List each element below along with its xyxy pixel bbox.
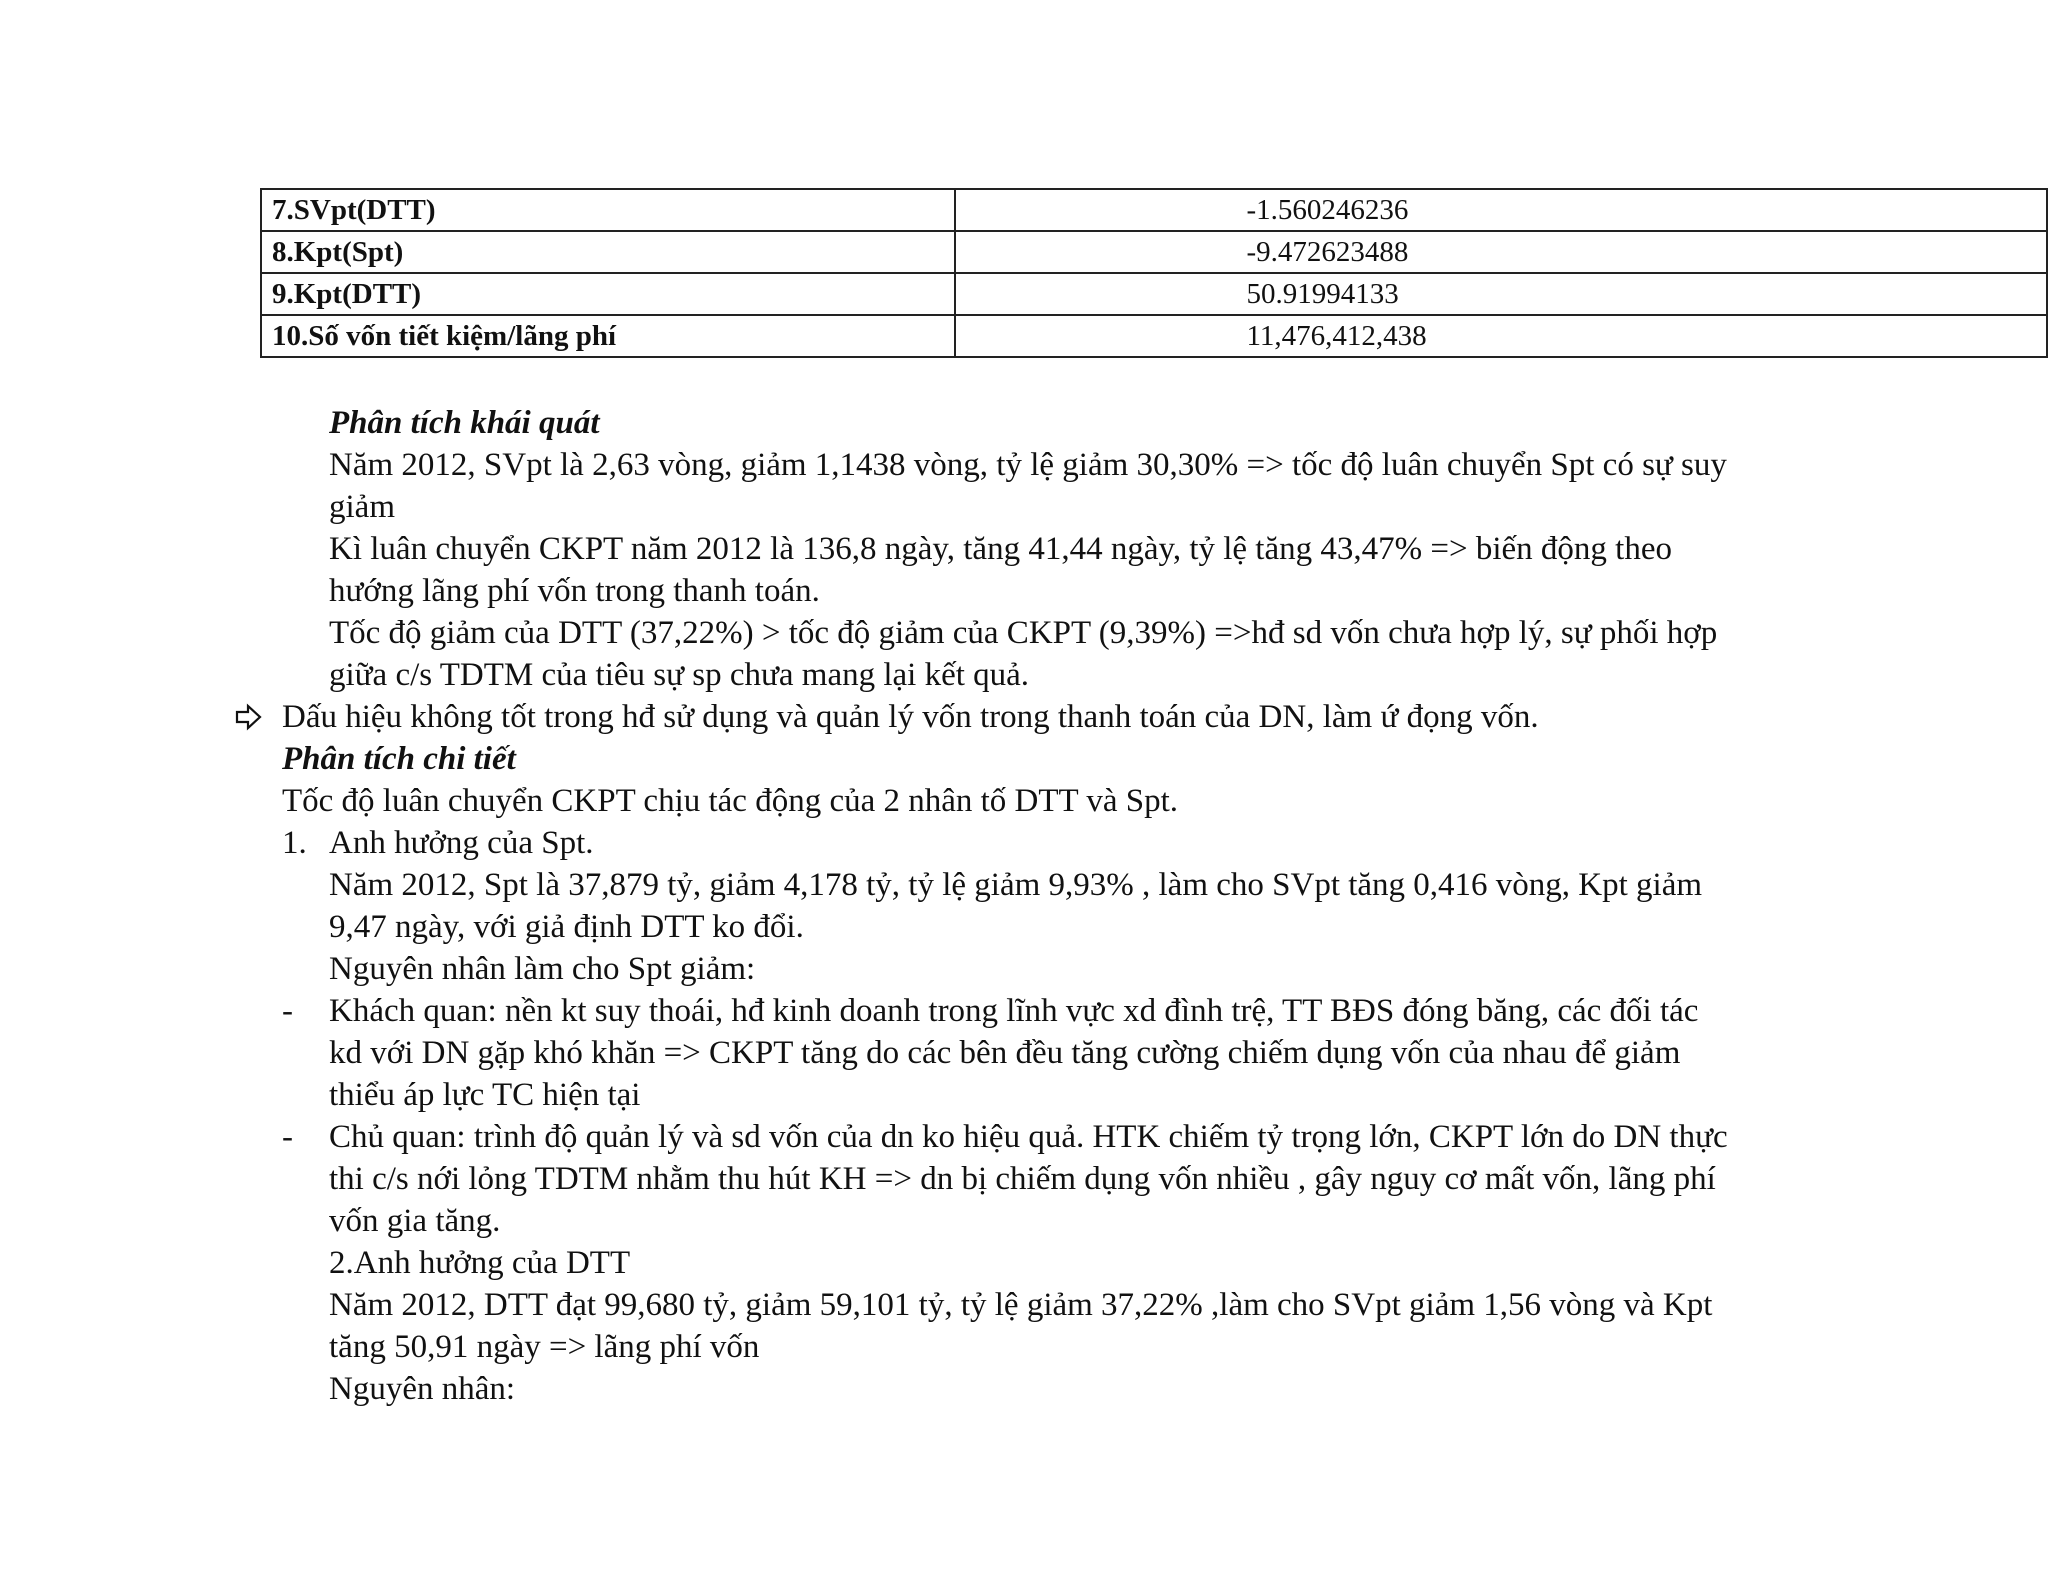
bullet-line: thi c/s nới lỏng TDTM nhằm thu hút KH => dn bị chiếm dụng vốn nhiều , gây nguy cơ mất vốn, lãng phí <box>329 1161 1716 1197</box>
table-row <box>261 231 2047 273</box>
detail-paragraph-line: tăng 50,91 ngày => lãng phí vốn <box>329 1329 760 1365</box>
detail-heading: Phân tích chi tiết <box>282 741 516 777</box>
bullet-line: vốn gia tăng. <box>329 1203 501 1239</box>
detail-paragraph-line: Năm 2012, Spt là 37,879 tỷ, giảm 4,178 tỷ, tỷ lệ giảm 9,93% , làm cho SVpt tăng 0,416 vòng, Kpt giảm <box>329 867 1703 903</box>
row-label: 10.Số vốn tiết kiệm/lãng phí <box>261 315 955 357</box>
dash-bullet: - <box>282 1119 293 1155</box>
list-item-title: 2.Anh hưởng của DTT <box>329 1245 631 1281</box>
detail-paragraph-line: Năm 2012, DTT đạt 99,680 tỷ, giảm 59,101 tỷ, tỷ lệ giảm 37,22% ,làm cho SVpt giảm 1,56 vòng và Kpt <box>329 1287 1713 1323</box>
overview-paragraph-line: hướng lãng phí vốn trong thanh toán. <box>329 573 820 609</box>
row-label: 9.Kpt(DTT) <box>261 273 955 315</box>
row-value: -1.560246236 <box>955 189 2047 231</box>
row-value: 11,476,412,438 <box>955 315 2047 357</box>
row-value: -9.472623488 <box>955 231 2047 273</box>
overview-paragraph-line: Tốc độ giảm của DTT (37,22%) > tốc độ giảm của CKPT (9,39%) =>hđ sd vốn chưa hợp lý, sự phối hợp <box>329 615 1718 651</box>
bullet-line: thiểu áp lực TC hiện tại <box>329 1077 641 1113</box>
table-row <box>261 315 2047 357</box>
bullet-line: Chủ quan: trình độ quản lý và sd vốn của dn ko hiệu quả. HTK chiếm tỷ trọng lớn, CKPT lớn do DN thực <box>329 1119 1728 1155</box>
dash-bullet: - <box>282 993 293 1029</box>
conclusion-line: Dấu hiệu không tốt trong hđ sử dụng và quản lý vốn trong thanh toán của DN, làm ứ đọng vốn. <box>282 699 1539 735</box>
row-label: 8.Kpt(Spt) <box>261 231 955 273</box>
detail-intro: Tốc độ luân chuyển CKPT chịu tác động của 2 nhân tố DTT và Spt. <box>282 783 1179 819</box>
bullet-line: kd với DN gặp khó khăn => CKPT tăng do các bên đều tăng cường chiếm dụng vốn của nhau để giảm <box>329 1035 1681 1071</box>
table-row <box>261 189 2047 231</box>
row-label: 7.SVpt(DTT) <box>261 189 955 231</box>
arrow-right-icon <box>234 696 264 738</box>
indicator-table <box>260 188 2048 358</box>
list-number: 1. <box>282 825 307 861</box>
overview-paragraph-line: Kì luân chuyển CKPT năm 2012 là 136,8 ngày, tăng 41,44 ngày, tỷ lệ tăng 43,47% => biến động theo <box>329 531 1672 567</box>
bullet-line: Khách quan: nền kt suy thoái, hđ kinh doanh trong lĩnh vực xd đình trệ, TT BĐS đóng băng, các đối tác <box>329 993 1699 1029</box>
row-value: 50.91994133 <box>955 273 2047 315</box>
table-row <box>261 273 2047 315</box>
cause-title: Nguyên nhân làm cho Spt giảm: <box>329 951 756 987</box>
overview-paragraph-line: Năm 2012, SVpt là 2,63 vòng, giảm 1,1438 vòng, tỷ lệ giảm 30,30% => tốc độ luân chuyển Spt có sự suy <box>329 447 1727 483</box>
list-item-title: Anh hưởng của Spt. <box>329 825 594 861</box>
overview-paragraph-line: giữa c/s TDTM của tiêu sự sp chưa mang lại kết quả. <box>329 657 1030 693</box>
overview-heading: Phân tích khái quát <box>329 405 600 441</box>
overview-paragraph-line: giảm <box>329 489 395 525</box>
cause-title: Nguyên nhân: <box>329 1371 516 1407</box>
detail-paragraph-line: 9,47 ngày, với giả định DTT ko đổi. <box>329 909 804 945</box>
